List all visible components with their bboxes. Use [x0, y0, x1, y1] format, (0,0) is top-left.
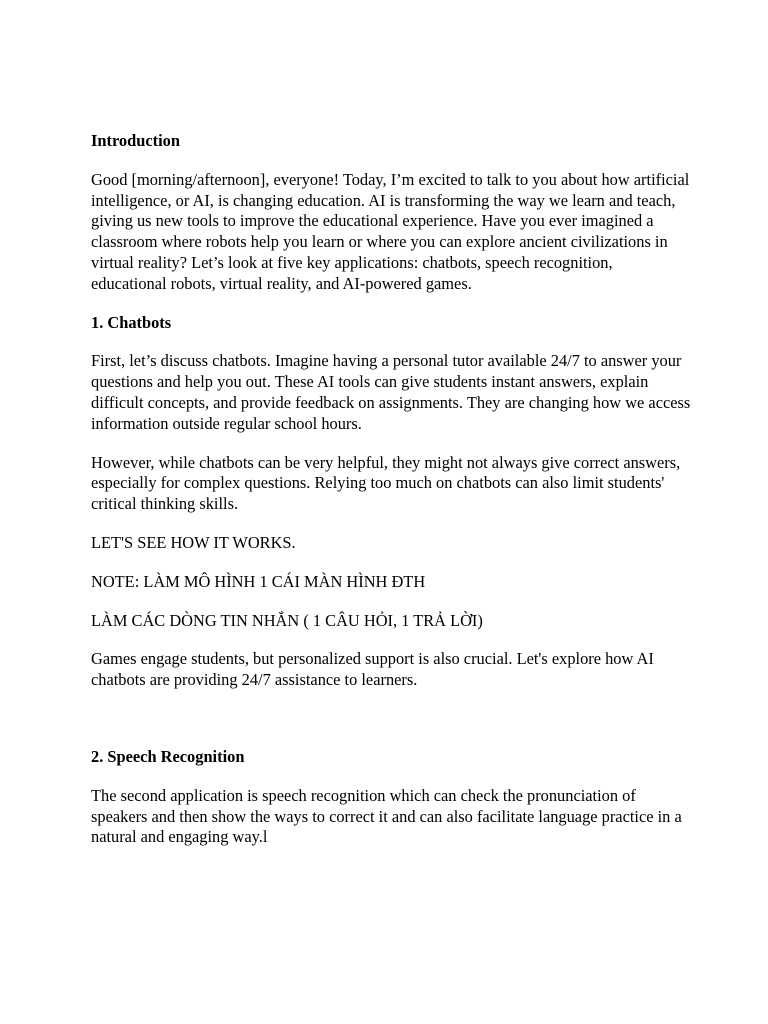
chatbots-paragraph-1: First, let’s discuss chatbots. Imagine having a personal tutor available 24/7 to answer your questions and help you out. These AI tools can give students instant answers, explain difficult concepts, and provide feedback on assignments. They are changing how we access information outside regular school hours.	[91, 351, 691, 433]
chatbots-paragraph-3: Games engage students, but personalized support is also crucial. Let's explore how AI chatbots are providing 24/7 assistance to learners.	[91, 649, 654, 690]
intro-heading: Introduction	[91, 131, 180, 150]
chatbots-works-line: LET'S SEE HOW IT WORKS.	[91, 532, 296, 552]
intro-paragraph: Good [morning/afternoon], everyone! Today, I’m excited to talk to you about how artificial intelligence, or AI, is changing education. AI is transforming the way we learn and teach, giving us new tools to improve the educational experience. Have you ever imagined a classroom where robots help you learn or where you can explore ancient civilizations in virtual reality? Let’s look at five key applications: chatbots, speech recognition, educational robots, virtual reality, and AI-powered games.	[91, 169, 690, 293]
document-page	[91, 131, 691, 848]
chatbots-note: NOTE: LÀM MÔ HÌNH 1 CÁI MÀN HÌNH ĐTH	[91, 571, 426, 591]
chatbots-paragraph-2: However, while chatbots can be very helpful, they might not always give correct answers, especially for complex questions. Relying too much on chatbots can also limit students' critical thinking skills.	[91, 452, 681, 514]
chatbots-heading: 1. Chatbots	[91, 312, 172, 332]
speech-paragraph: The second application is speech recognition which can check the pronunciation of speakers and then show the ways to correct it and can also facilitate language practice in a natural and engaging way.l	[91, 785, 682, 847]
speech-heading: 2. Speech Recognition	[91, 746, 245, 766]
chatbots-messages-note: LÀM CÁC DÒNG TIN NHẮN ( 1 CÂU HỎI, 1 TRẢ LỜI)	[91, 610, 483, 630]
